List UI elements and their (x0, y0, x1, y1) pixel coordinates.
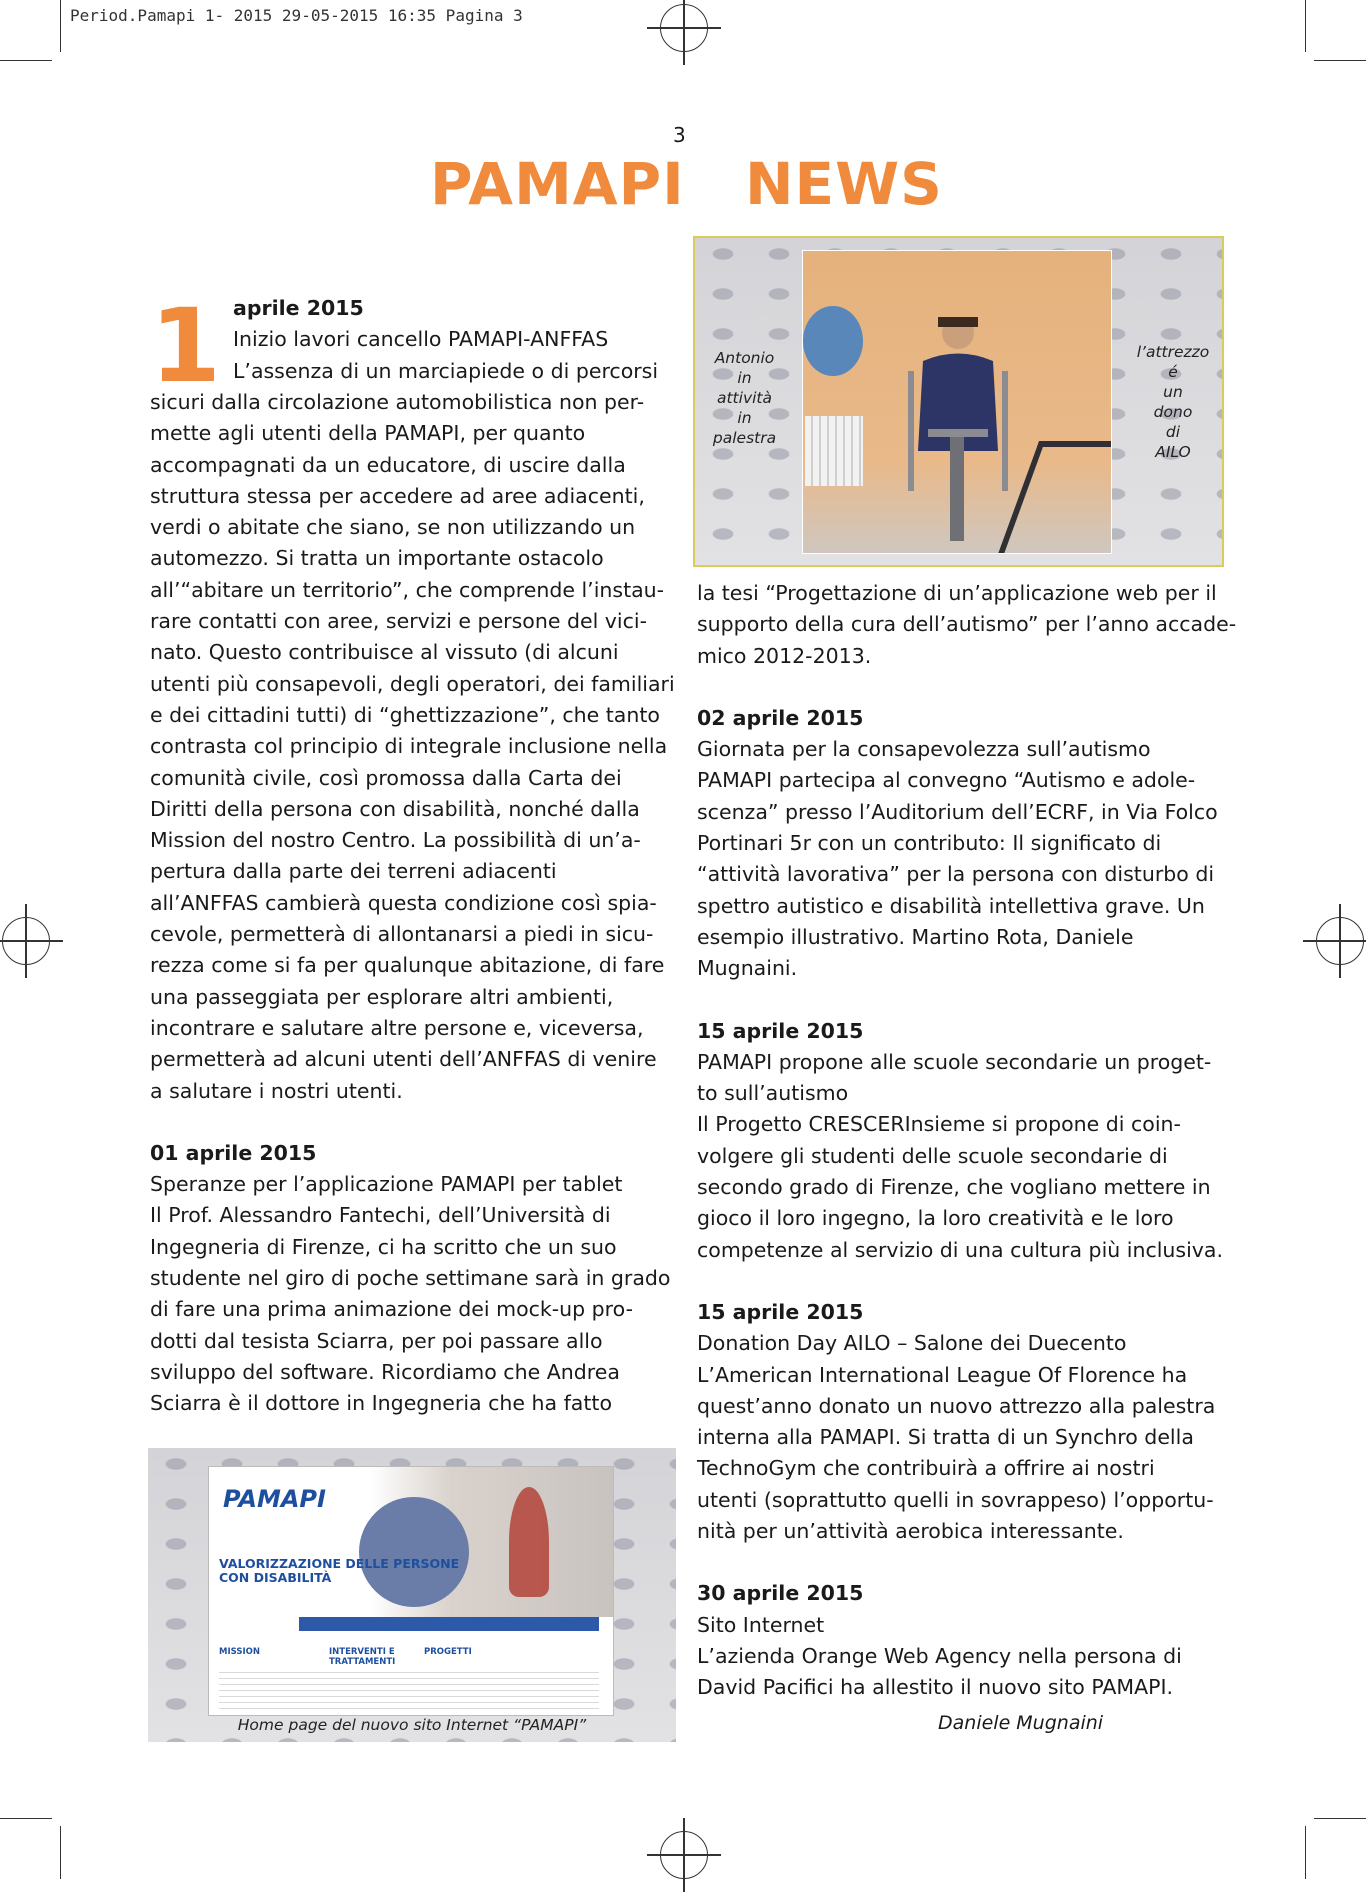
body-line: volgere gli studenti delle scuole secondarie di (697, 1143, 1168, 1168)
gym-caption-left: Antonio in attività in palestra (712, 349, 777, 447)
crop-mark (60, 1826, 61, 1879)
crop-mark (1314, 60, 1366, 61)
site-nav-bar (299, 1617, 599, 1631)
body-line: PAMAPI propone alle scuole secondarie un proget- (697, 1049, 1212, 1074)
body-line: sicuri dalla circolazione automobilistica non per- (150, 390, 645, 414)
lead-heading: Inizio lavori cancello PAMAPI-ANFFAS (233, 327, 609, 352)
crop-mark (60, 0, 61, 52)
site-headline: VALORIZZAZIONE DELLE PERSONE CON DISABILITÀ (219, 1556, 460, 1585)
section-date: 02 aprile 2015 (697, 705, 864, 730)
body-line: mico 2012-2013. (697, 643, 872, 668)
site-logo: PAMAPI (223, 1485, 326, 1513)
body-line: verdi o abitate che siano, se non utilizzando un (150, 515, 636, 540)
body-line: Portinari 5r con un contributo: Il significato di (697, 831, 1162, 856)
website-caption: Home page del nuovo sito Internet “PAMAPI” (237, 1716, 587, 1734)
body-line: competenze al servizio di una cultura più inclusiva. (697, 1237, 1224, 1262)
body-line: Speranze per l’applicazione PAMAPI per tablet (150, 1172, 623, 1197)
body-line: utenti (soprattutto quelli in sovrappeso) l’opportu- (697, 1487, 1214, 1512)
body-line: secondo grado di Firenze, che vogliano mettere in (697, 1175, 1211, 1200)
body-line: Giornata per la consapevolezza sull’autismo (697, 737, 1151, 762)
body-line: nità per un’attività aerobica interessante. (697, 1519, 1124, 1544)
body-line: sviluppo del software. Ricordiamo che Andrea (150, 1359, 620, 1384)
body-line: Mugnaini. (697, 956, 798, 981)
lead-block (233, 293, 683, 387)
site-col-title: PROGETTI (424, 1647, 472, 1657)
body-line: struttura stessa per accedere ad aree adiacenti, (150, 483, 645, 508)
body-line: PAMAPI partecipa al convegno “Autismo e adole- (697, 768, 1196, 793)
body-line: scenza” presso l’Auditorium dell’ECRF, in Via Folco (697, 799, 1218, 824)
page-number: 3 (673, 123, 686, 147)
body-line: quest’anno donato un nuovo attrezzo alla palestra (697, 1393, 1216, 1418)
body-line: interna alla PAMAPI. Si tratta di un Synchro della (697, 1425, 1194, 1450)
body-line: a salutare i nostri utenti. (150, 1078, 403, 1103)
site-text-lines (219, 1672, 599, 1712)
ball-shape (803, 306, 863, 376)
body-line: rezza come si fa per qualunque abitazione, di fare (150, 953, 665, 978)
gym-photo-image (802, 250, 1112, 554)
body-line: e dei cittadini tutti) di “ghettizzazione”, che tanto (150, 702, 660, 727)
body-line: Sciarra è il dottore in Ingegneria che ha fatto (150, 1391, 612, 1416)
body-line: comunità civile, così promossa dalla Carta dei (150, 765, 622, 790)
body-line: cevole, permetterà di allontanarsi a piedi in sicu- (150, 922, 654, 947)
body-line: Sito Internet (697, 1612, 825, 1637)
registration-mark-bottom (660, 1831, 708, 1879)
left-column (150, 387, 680, 1420)
body-line: di fare una prima animazione dei mock-up pro- (150, 1297, 633, 1322)
body-line: David Pacifici ha allestito il nuovo sito PAMAPI. (697, 1675, 1174, 1700)
body-line: Il Progetto CRESCERInsieme si propone di coin- (697, 1112, 1181, 1137)
print-header: Period.Pamapi 1- 2015 29-05-2015 16:35 Pagina 3 (70, 6, 523, 25)
body-line: all’ANFFAS cambierà questa condizione così spia- (150, 890, 657, 915)
site-col-title: INTERVENTI E TRATTAMENTI (329, 1647, 396, 1667)
registration-mark-top (660, 4, 708, 52)
crop-mark (1305, 0, 1306, 52)
lead-line: L’assenza di un marciapiede o di percorsi (233, 358, 659, 383)
site-col-title: MISSION (219, 1647, 260, 1657)
website-screenshot (208, 1466, 614, 1716)
body-line: Mission del nostro Centro. La possibilità di un’a- (150, 828, 641, 853)
site-person-shape (509, 1487, 549, 1597)
crop-mark (0, 1818, 52, 1819)
body-line: accompagnati da un educatore, di uscire dalla (150, 452, 626, 477)
body-line: to sull’autismo (697, 1081, 849, 1106)
right-column (697, 578, 1237, 1704)
body-line: nato. Questo contribuisce al vissuto (di alcuni (150, 640, 619, 665)
site-person-shape (359, 1497, 469, 1607)
drop-cap: 1 (150, 287, 221, 406)
crop-mark (1314, 1818, 1366, 1819)
body-line: esempio illustrativo. Martino Rota, Daniele (697, 924, 1134, 949)
body-line: pertura dalla parte dei terreni adiacenti (150, 859, 557, 884)
section-date: 01 aprile 2015 (150, 1140, 317, 1165)
signature: Daniele Mugnaini (938, 1712, 1104, 1734)
body-line: Diritti della persona con disabilità, nonché dalla (150, 796, 640, 821)
body-line: contrasta col principio di integrale inclusione nella (150, 734, 668, 759)
body-line: utenti più consapevoli, degli operatori, dei familiari (150, 671, 675, 696)
body-line: incontrare e salutare altre persone e, viceversa, (150, 1015, 644, 1040)
website-photo (148, 1448, 676, 1742)
page-title-pamapi: PAMAPI (430, 150, 685, 218)
body-line: gioco il loro ingegno, la loro creatività e le loro (697, 1206, 1174, 1231)
lead-date: aprile 2015 (233, 296, 364, 320)
body-line: la tesi “Progettazione di un’applicazione web per il (697, 581, 1217, 605)
body-line: L’American International League Of Florence ha (697, 1362, 1188, 1387)
body-line: all’“abitare un territorio”, che comprende l’instau- (150, 577, 665, 602)
body-line: Ingegneria di Firenze, ci ha scritto che un suo (150, 1234, 617, 1259)
crop-mark (0, 60, 52, 61)
section-date: 15 aprile 2015 (697, 1018, 864, 1043)
person-on-machine-icon (898, 311, 1018, 551)
page-title-news: NEWS (745, 150, 943, 218)
body-line: Donation Day AILO – Salone dei Duecento (697, 1331, 1127, 1356)
registration-mark-left (2, 917, 50, 965)
radiator-shape (805, 416, 863, 486)
body-line: spettro autistico e disabilità intellettiva grave. Un (697, 893, 1205, 918)
gym-caption-right: l’attrezzo é un dono di AILO (1136, 343, 1210, 461)
body-line: mette agli utenti della PAMAPI, per quanto (150, 421, 586, 446)
body-line: Il Prof. Alessandro Fantechi, dell’Università di (150, 1203, 611, 1228)
body-line: L’azienda Orange Web Agency nella persona di (697, 1643, 1182, 1668)
body-line: TechnoGym che contribuirà a offrire ai nostri (697, 1456, 1155, 1481)
body-line: automezzo. Si tratta un importante ostacolo (150, 546, 604, 571)
body-line: supporto della cura dell’autismo” per l’anno accade- (697, 612, 1237, 637)
section-date: 15 aprile 2015 (697, 1299, 864, 1324)
body-line: “attività lavorativa” per la persona con disturbo di (697, 862, 1215, 887)
crop-mark (1305, 1826, 1306, 1879)
registration-mark-right (1316, 917, 1364, 965)
body-line: una passeggiata per esplorare altri ambienti, (150, 984, 614, 1009)
body-line: studente nel giro di poche settimane sarà in grado (150, 1266, 671, 1291)
body-line: permetterà ad alcuni utenti dell’ANFFAS di venire (150, 1047, 657, 1072)
section-date: 30 aprile 2015 (697, 1581, 864, 1606)
body-line: rare contatti con aree, servizi e persone del vici- (150, 609, 647, 634)
gym-photo (693, 236, 1224, 567)
body-line: dotti dal tesista Sciarra, per poi passare allo (150, 1328, 603, 1353)
